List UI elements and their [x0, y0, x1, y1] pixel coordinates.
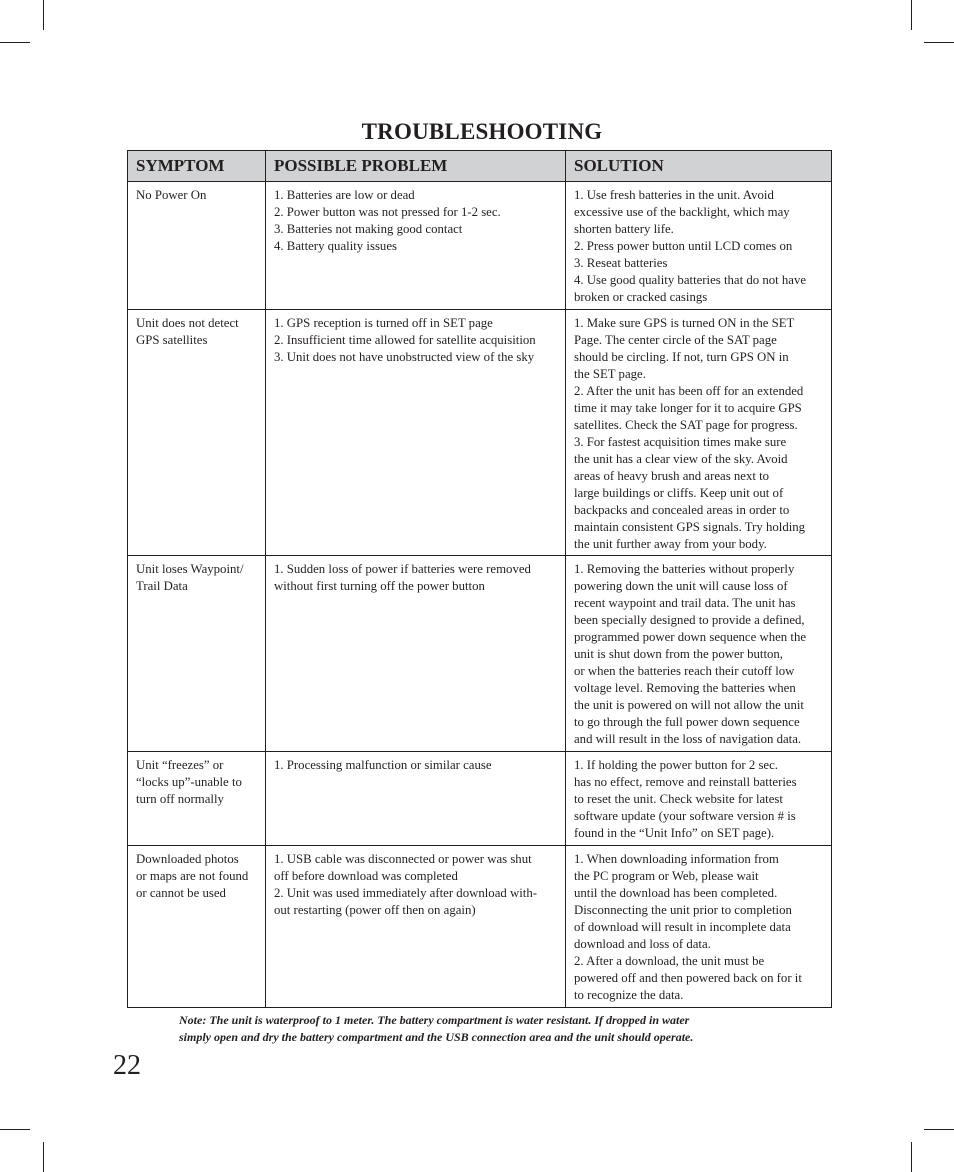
table-row: [128, 556, 832, 752]
troubleshooting-table: [127, 150, 832, 1008]
column-header-solution: SOLUTION: [566, 151, 832, 182]
table-row: [128, 752, 832, 846]
symptom-cell: Unit loses Waypoint/ Trail Data: [128, 556, 266, 752]
solution-cell: 1. Use fresh batteries in the unit. Avoid excessive use of the backlight, which may shorten battery life. 2. Press power button until LCD comes on 3. Reseat batteries 4. Use good quality batteries that do not have broken or cracked casings: [566, 182, 832, 310]
solution-cell: 1. If holding the power button for 2 sec. has no effect, remove and reinstall batteries to reset the unit. Check website for latest software update (your software version # is found in the “Unit Info” on SET page).: [566, 752, 832, 846]
crop-mark: [43, 1142, 44, 1172]
symptom-cell: Unit “freezes” or “locks up”-unable to turn off normally: [128, 752, 266, 846]
table-header-row: [128, 151, 832, 182]
crop-mark: [924, 42, 954, 43]
problem-cell: 1. Sudden loss of power if batteries were removed without first turning off the power button: [266, 556, 566, 752]
crop-mark: [0, 1129, 30, 1130]
problem-cell: 1. GPS reception is turned off in SET page 2. Insufficient time allowed for satellite acquisition 3. Unit does not have unobstructed view of the sky: [266, 310, 566, 556]
column-header-problem: POSSIBLE PROBLEM: [266, 151, 566, 182]
table-row: [128, 182, 832, 310]
crop-mark: [911, 1142, 912, 1172]
problem-cell: 1. Processing malfunction or similar cause: [266, 752, 566, 846]
crop-mark: [43, 0, 44, 30]
solution-cell: 1. Make sure GPS is turned ON in the SET Page. The center circle of the SAT page should be circling. If not, turn GPS ON in the SET page. 2. After the unit has been off for an extended time it may take longer for it to acquire GPS satellites. Check the SAT page for progress. 3. For fastest acquisition times make sure the unit has a clear view of the sky. Avoid areas of heavy brush and areas next to large buildings or cliffs. Keep unit out of backpacks and concealed areas in order to maintain consistent GPS signals. Try holding the unit further away from your body.: [566, 310, 832, 556]
column-header-symptom: SYMPTOM: [128, 151, 266, 182]
symptom-cell: Unit does not detect GPS satellites: [128, 310, 266, 556]
symptom-cell: No Power On: [128, 182, 266, 310]
table-row: [128, 846, 832, 1008]
table-row: [128, 310, 832, 556]
crop-mark: [0, 42, 30, 43]
solution-cell: 1. When downloading information from the PC program or Web, please wait until the download has been completed. Disconnecting the unit prior to completion of download will result in incomplete data download and loss of data. 2. After a download, the unit must be powered off and then powered back on for it to recognize the data.: [566, 846, 832, 1008]
crop-mark: [924, 1129, 954, 1130]
waterproof-note: Note: The unit is waterproof to 1 meter. The battery compartment is water resistant. If dropped in water simply open and dry the battery compartment and the USB connection area and the unit should operate.: [179, 1013, 694, 1044]
page-title: TROUBLESHOOTING: [361, 119, 603, 144]
problem-cell: 1. Batteries are low or dead 2. Power button was not pressed for 1-2 sec. 3. Batteries not making good contact 4. Battery quality issues: [266, 182, 566, 310]
solution-cell: 1. Removing the batteries without properly powering down the unit will cause loss of recent waypoint and trail data. The unit has been specially designed to provide a defined, programmed power down sequence when the unit is shut down from the power button, or when the batteries reach their cutoff low voltage level. Removing the batteries when the unit is powered on will not allow the unit to go through the full power down sequence and will result in the loss of navigation data.: [566, 556, 832, 752]
symptom-cell: Downloaded photos or maps are not found or cannot be used: [128, 846, 266, 1008]
crop-mark: [911, 0, 912, 30]
page-number: 22: [113, 1050, 141, 1081]
problem-cell: 1. USB cable was disconnected or power was shut off before download was completed 2. Unit was used immediately after download with- out restarting (power off then on again): [266, 846, 566, 1008]
